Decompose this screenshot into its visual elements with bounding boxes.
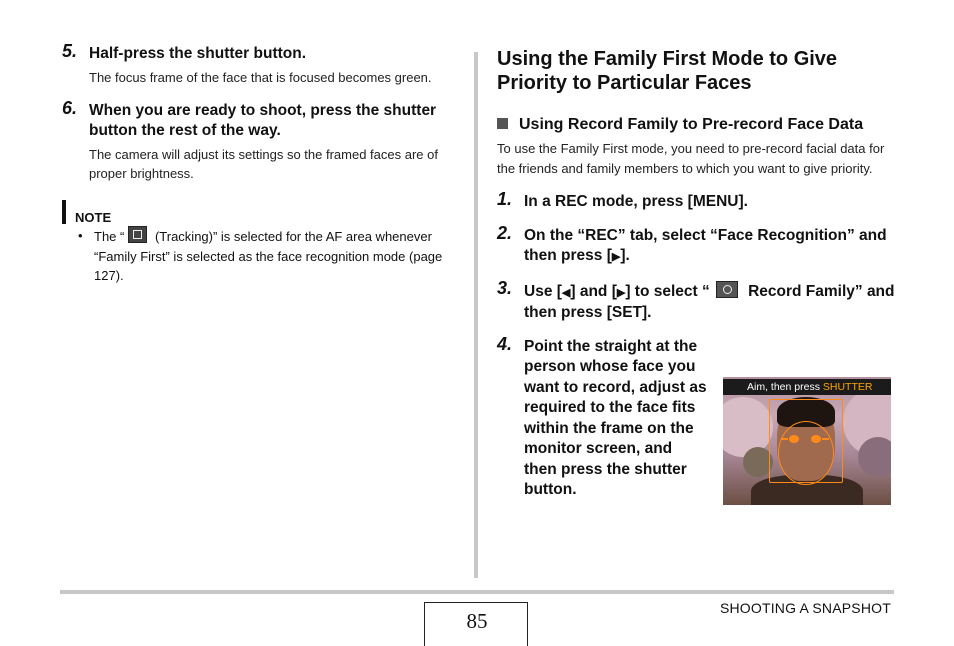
left-column <box>62 41 462 183</box>
step-text: Use [◀] and [▶] to select “ Record Family” and then press [SET]. <box>524 282 895 321</box>
step-text: Point the straight at the person whose face you want to record, adjust as required to the face fits within the frame on the monitor screen, and then press the shutter button. <box>524 337 707 498</box>
step-4 <box>497 333 709 501</box>
step-text: In a REC mode, press [MENU]. <box>524 193 748 210</box>
footer-divider <box>60 590 894 594</box>
step-number: 4. <box>497 333 513 354</box>
step-title: Half-press the shutter button. <box>89 45 307 62</box>
step-3 <box>497 277 897 324</box>
note-item <box>78 226 458 286</box>
left-arrow-icon: ◀ <box>561 286 571 299</box>
right-arrow-icon: ▶ <box>616 286 626 299</box>
step-text: On the “REC” tab, select “Face Recognition” and then press [▶]. <box>524 226 887 264</box>
camera-monitor-image <box>723 377 891 505</box>
column-divider <box>474 52 478 578</box>
tracking-icon <box>128 226 147 243</box>
step-number: 2. <box>497 222 513 243</box>
step-1 <box>497 189 897 213</box>
right-arrow-icon: ▶ <box>611 251 621 263</box>
eye-marker-right <box>811 435 821 443</box>
step-number: 1. <box>497 189 513 209</box>
step-2 <box>497 222 897 268</box>
step-number: 3. <box>497 277 513 298</box>
step-description: The camera will adjust its settings so the framed faces are of proper brightness. <box>89 147 438 181</box>
step-number: 5. <box>62 41 78 61</box>
step-6 <box>62 98 462 183</box>
note-label: NOTE <box>75 210 112 225</box>
face-guide-oval <box>778 421 834 485</box>
note-text-post: (Tracking)” is selected for the AF area whenever “Family First” is selected as the face recognition mode (page 127). <box>94 229 443 283</box>
step-description: The focus frame of the face that is focused becomes green. <box>89 70 432 85</box>
intro-text: To use the Family First mode, you need to pre-record facial data for the friends and family members to which you want to give priority. <box>497 141 885 176</box>
monitor-caption: Aim, then press SHUTTER <box>747 381 873 393</box>
section-title: Using the Family First Mode to Give Priority to Particular Faces <box>497 48 838 94</box>
step-number: 6. <box>62 98 78 118</box>
eye-marker-left <box>789 435 799 443</box>
subsection-title: Using Record Family to Pre-record Face Data <box>497 115 897 134</box>
note-text-pre: The “ <box>94 229 125 244</box>
step-title: When you are ready to shoot, press the shutter button the rest of the way. <box>89 102 437 139</box>
note-marker <box>62 200 66 224</box>
section-label: SHOOTING A SNAPSHOT <box>719 600 891 616</box>
bullet: • <box>78 228 83 243</box>
page-number: 85 <box>466 609 488 633</box>
step-5 <box>62 41 462 87</box>
page-number-box <box>424 602 528 646</box>
square-bullet-icon <box>497 118 508 129</box>
record-family-icon <box>716 281 738 298</box>
